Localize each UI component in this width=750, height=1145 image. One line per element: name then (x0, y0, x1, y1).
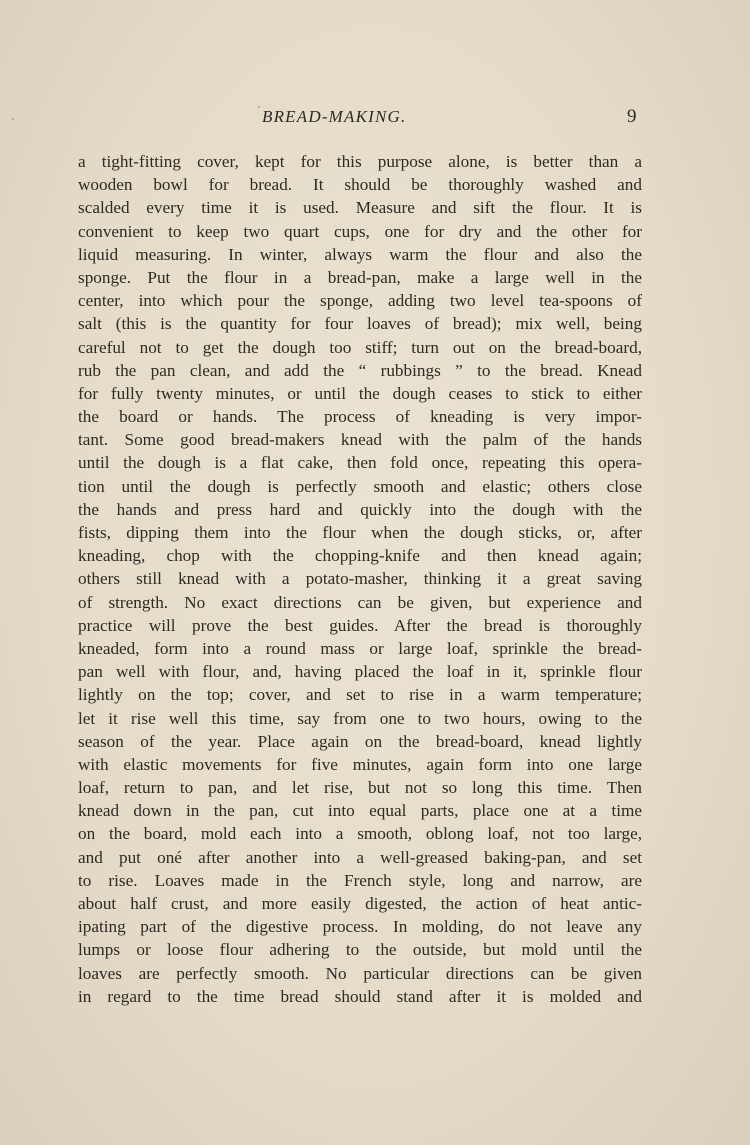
text-line: let it rise well this time, say from one to two hours, owing to the (78, 708, 642, 728)
text-line: and put oné after another into a well-greased baking-pan, and set (78, 847, 642, 867)
text-line: tant. Some good bread-makers knead with the palm of the hands (78, 430, 642, 450)
text-line: careful not to get the dough too stiff; turn out on the bread-board, (78, 337, 642, 357)
text-line: for fully twenty minutes, or until the dough ceases to stick to either (78, 383, 642, 403)
text-line: convenient to keep two quart cups, one for dry and the other for (78, 221, 642, 241)
text-line: center, into which pour the sponge, adding two level tea-spoons of (78, 291, 642, 311)
text-line: kneaded, form into a round mass or large loaf, sprinkle the bread- (78, 638, 642, 658)
text-line: practice will prove the best guides. After the bread is thoroughly (78, 615, 642, 635)
text-line: loaf, return to pan, and let rise, but not so long this time. Then (78, 778, 642, 798)
text-line: until the dough is a flat cake, then fold once, repeating this opera- (78, 453, 642, 473)
text-line: fists, dipping them into the flour when the dough sticks, or, after (78, 523, 642, 542)
text-line: scalded every time it is used. Measure and sift the flour. It is (78, 198, 642, 218)
text-line: loaves are perfectly smooth. No particular directions can be given (78, 963, 642, 983)
text-line: kneading, chop with the chopping-knife and then knead again; (78, 546, 642, 566)
text-line: lumps or loose flour adhering to the outside, but mold until the (78, 940, 642, 960)
text-line: wooden bowl for bread. It should be thoroughly washed and (78, 175, 642, 195)
page-number: 9 (627, 106, 637, 127)
text-line: sponge. Put the flour in a bread-pan, make a large well in the (78, 267, 642, 287)
text-line: the board or hands. The process of kneading is very impor- (78, 407, 642, 427)
text-line: knead down in the pan, cut into equal parts, place one at a time (78, 801, 642, 821)
text-line: ipating part of the digestive process. In molding, do not leave any (78, 917, 642, 937)
running-header (0, 104, 750, 130)
text-line: salt (this is the quantity for four loaves of bread); mix well, being (78, 314, 642, 334)
text-line: about half crust, and more easily digested, the action of heat antic- (78, 894, 642, 913)
text-line: season of the year. Place again on the bread-board, knead lightly (78, 731, 642, 751)
text-line: pan well with flour, and, having placed the loaf in it, sprinkle flour (78, 662, 642, 682)
text-line: with elastic movements for five minutes, again form into one large (78, 754, 642, 774)
text-line: to rise. Loaves made in the French style, long and narrow, are (78, 870, 642, 890)
text-line: the hands and press hard and quickly into the dough with the (78, 499, 642, 519)
running-title: BREAD-MAKING. (262, 107, 407, 126)
body-text (78, 150, 642, 1008)
text-line: tion until the dough is perfectly smooth and elastic; others close (78, 476, 642, 496)
text-line: liquid measuring. In winter, always warm the flour and also the (78, 244, 642, 264)
text-line: rub the pan clean, and add the “ rubbings ” to the bread. Knead (78, 360, 642, 380)
text-line: of strength. No exact directions can be given, but experience and (78, 592, 642, 612)
text-line: a tight-fitting cover, kept for this purpose alone, is better than a (78, 152, 642, 171)
text-line: in regard to the time bread should stand after it is molded and (78, 986, 642, 1006)
text-line: lightly on the top; cover, and set to rise in a warm temperature; (78, 685, 642, 705)
text-line: on the board, mold each into a smooth, oblong loaf, not too large, (78, 824, 642, 844)
text-line: others still knead with a potato-masher, thinking it a great saving (78, 569, 642, 589)
